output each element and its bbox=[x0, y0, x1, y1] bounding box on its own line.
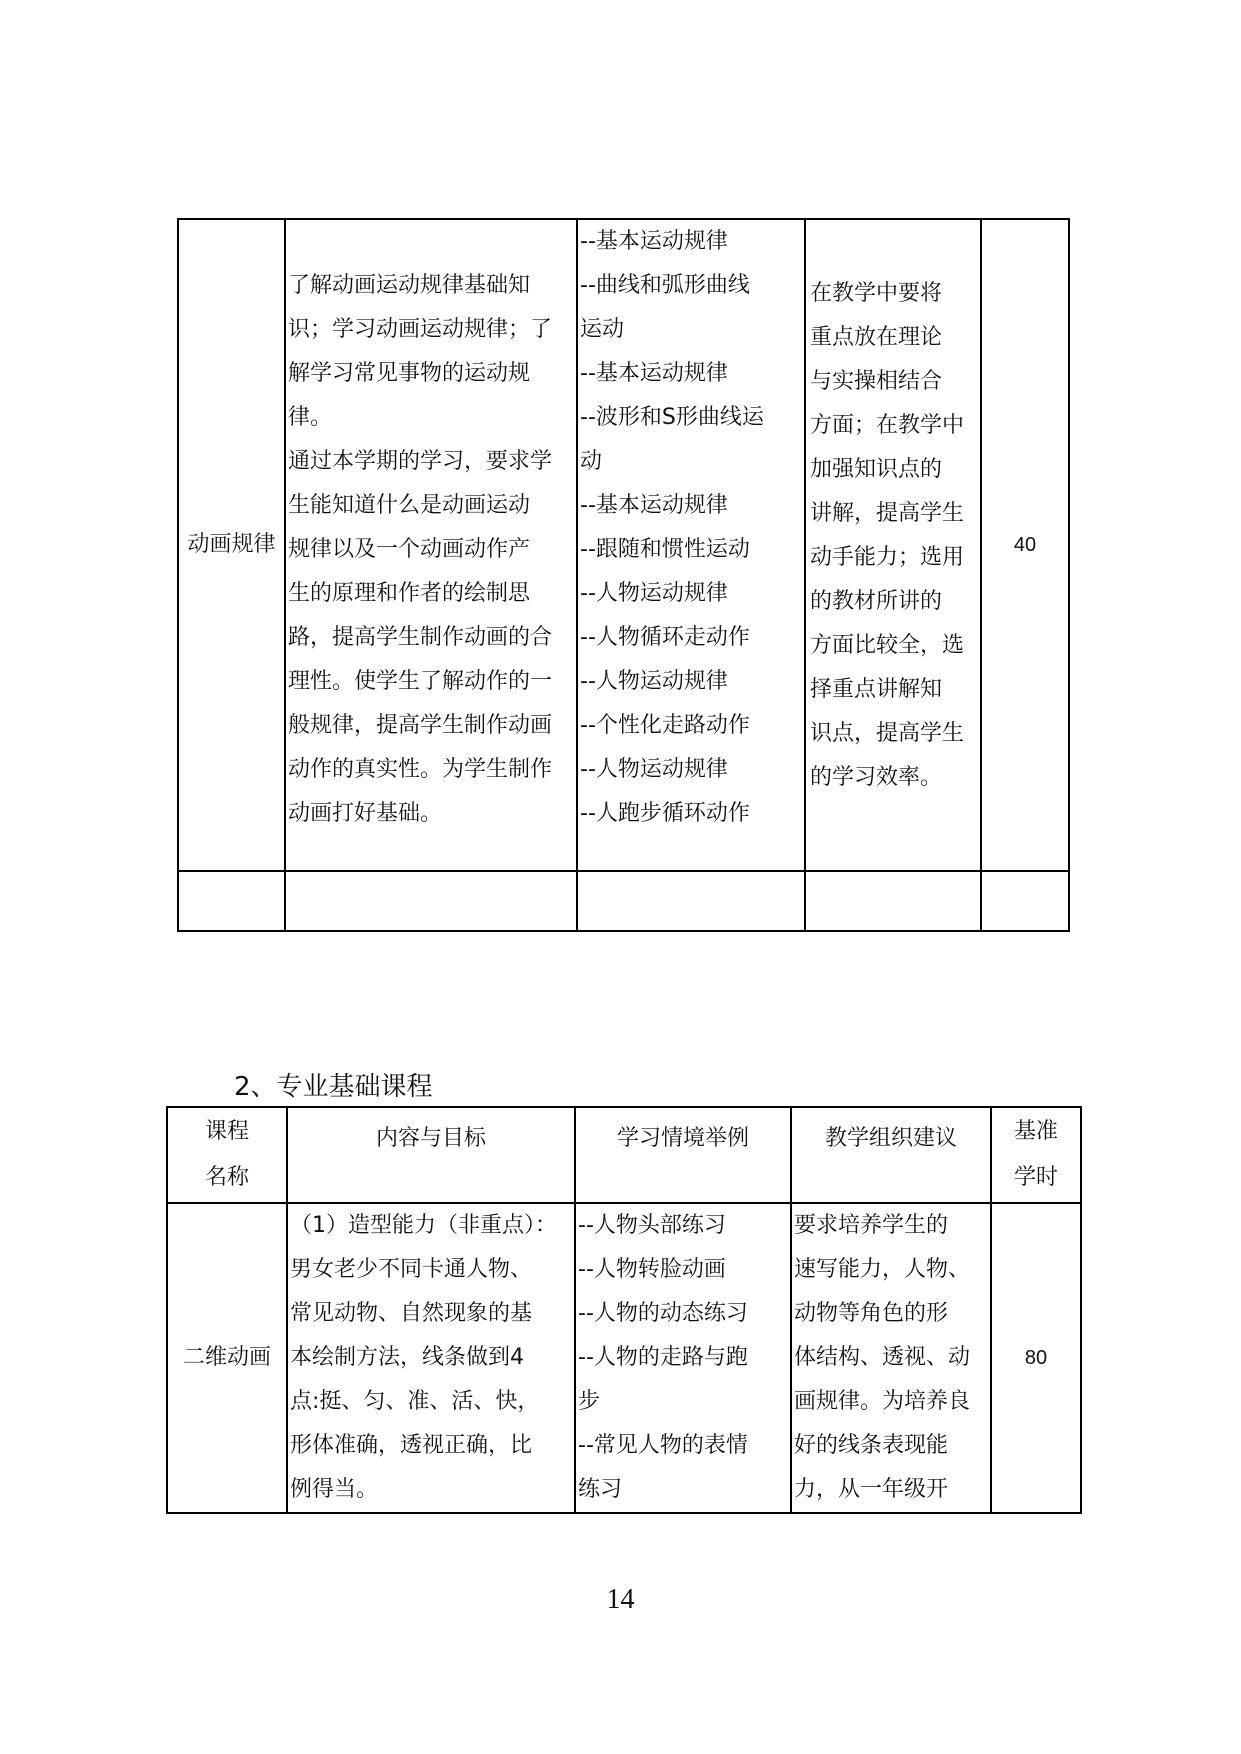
course-name-cell bbox=[167, 1203, 287, 1513]
header-hours: 基准 学时 bbox=[991, 1107, 1081, 1203]
content-goal-cell bbox=[285, 219, 577, 871]
hours-cell bbox=[981, 219, 1069, 871]
scenario-cell bbox=[577, 219, 805, 871]
empty-cell bbox=[805, 871, 981, 931]
empty-cell bbox=[178, 871, 285, 931]
content-goal-text: （1）造型能力（非重点）： 男女老少不同卡通人物、 常见动物、自然现象的基 本绘制方法，线条做到4 点:挺、匀、准、活、快， 形体准确，透视正确，比 例得当。 bbox=[290, 1213, 557, 1502]
course-table-continued bbox=[177, 218, 1070, 932]
table-row bbox=[178, 219, 1069, 871]
hours-value: 40 bbox=[1013, 533, 1037, 556]
empty-cell bbox=[577, 871, 805, 931]
course-name-cell bbox=[178, 219, 285, 871]
teaching-suggestion-text: 要求培养学生的 速写能力，人物、 动物等角色的形 体结构、透视、动 画规律。为培养良 好的线条表现能 力，从一年级开 bbox=[794, 1213, 971, 1502]
scenario-cell bbox=[575, 1203, 791, 1513]
teaching-suggestion-cell bbox=[805, 219, 981, 871]
teaching-suggestion-text: 在教学中要将 重点放在理论 与实操相结合 方面；在教学中 加强知识点的 讲解，提高学生 动手能力；选用 的教材所讲的 方面比较全，选 择重点讲解知 识点，提高学生 的学习效率。 bbox=[810, 281, 965, 790]
page-number: 14 bbox=[606, 1584, 635, 1615]
scenario-text: --人物头部练习 --人物转脸动画 --人物的动态练习 --人物的走路与跑 步 --常见人物的表情 练习 bbox=[578, 1213, 748, 1502]
teaching-suggestion-cell bbox=[791, 1203, 991, 1513]
scenario-text: --基本运动规律 --曲线和弧形曲线 运动 --基本运动规律 --波形和S形曲线运 动 --基本运动规律 --跟随和惯性运动 --人物运动规律 --人物循环走动作 --人物运动规律 --个性化走路动作 --人物运动规律 --人跑步循环动作 bbox=[580, 229, 764, 826]
empty-cell bbox=[285, 871, 577, 931]
course-name: 动画规律 bbox=[187, 532, 276, 557]
content-goal-cell bbox=[287, 1203, 575, 1513]
header-teaching-suggestion: 教学组织建议 bbox=[791, 1107, 991, 1203]
hours-cell bbox=[991, 1203, 1081, 1513]
content-goal-text: 了解动画运动规律基础知 识；学习动画运动规律；了 解学习常见事物的运动规 律。 通过本学期的学习，要求学 生能知道什么是动画运动 规律以及一个动画动作产 生的原理和作者的绘制思 路，提高学生制作动画的合 理性。使学生了解动作的一 般规律，提高学生制作动画 动作的真实性。为学生制作 动画打好基础。 bbox=[288, 273, 553, 826]
table-header-row bbox=[167, 1107, 1081, 1203]
header-scenario: 学习情境举例 bbox=[575, 1107, 791, 1203]
header-course-name: 课程 名称 bbox=[167, 1107, 287, 1203]
empty-table-row bbox=[178, 871, 1069, 931]
professional-base-course-table bbox=[166, 1106, 1082, 1514]
empty-cell bbox=[981, 871, 1069, 931]
header-content-goal: 内容与目标 bbox=[287, 1107, 575, 1203]
course-name: 二维动画 bbox=[182, 1345, 271, 1370]
table-row bbox=[167, 1203, 1081, 1513]
hours-value: 80 bbox=[1024, 1346, 1048, 1369]
section-title: 2、专业基础课程 bbox=[234, 1072, 433, 1102]
